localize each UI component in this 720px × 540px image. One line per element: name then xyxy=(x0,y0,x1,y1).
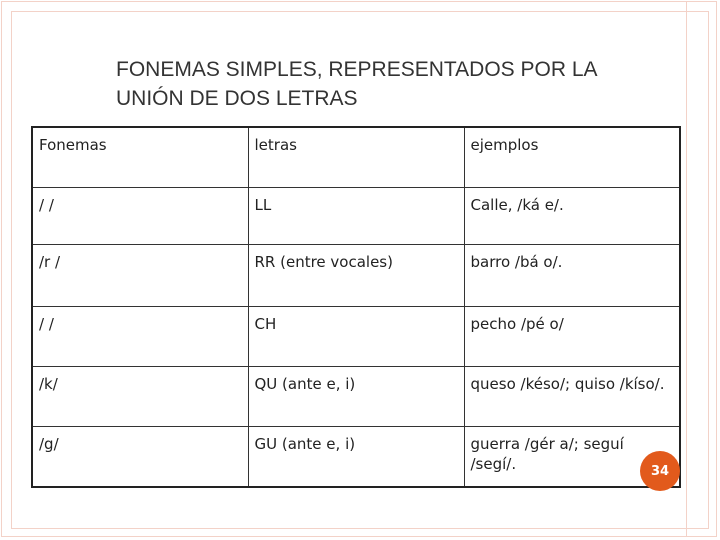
table-row xyxy=(32,366,680,426)
table-row xyxy=(32,187,680,244)
cell-fonema: / / xyxy=(32,187,248,244)
cell-letras: GU (ante e, i) xyxy=(248,426,464,487)
cell-ejemplo: pecho /pé o/ xyxy=(464,306,680,366)
header-fonemas: Fonemas xyxy=(32,127,248,187)
slide-title-line-2: UNIÓN DE DOS LETRAS xyxy=(116,87,358,110)
cell-letras: LL xyxy=(248,187,464,244)
header-letras: letras xyxy=(248,127,464,187)
table-row xyxy=(32,426,680,487)
phoneme-table xyxy=(31,126,681,488)
cell-letras: RR (entre vocales) xyxy=(248,244,464,306)
table-row xyxy=(32,306,680,366)
cell-letras: QU (ante e, i) xyxy=(248,366,464,426)
table-header-row xyxy=(32,127,680,187)
cell-ejemplo: Calle, /ká e/. xyxy=(464,187,680,244)
cell-fonema: /r / xyxy=(32,244,248,306)
slide-title xyxy=(116,55,686,113)
cell-fonema: / / xyxy=(32,306,248,366)
page-number-badge: 34 xyxy=(640,451,680,491)
slide-side-line xyxy=(686,1,687,537)
table-row xyxy=(32,244,680,306)
cell-ejemplo: queso /késo/; quiso /kíso/. xyxy=(464,366,680,426)
header-ejemplos: ejemplos xyxy=(464,127,680,187)
cell-ejemplo: guerra /gér a/; seguí /segí/. xyxy=(464,426,680,487)
cell-fonema: /k/ xyxy=(32,366,248,426)
cell-letras: CH xyxy=(248,306,464,366)
cell-fonema: /g/ xyxy=(32,426,248,487)
slide-title-line-1: FONEMAS SIMPLES, REPRESENTADOS POR LA xyxy=(116,58,598,81)
cell-ejemplo: barro /bá o/. xyxy=(464,244,680,306)
